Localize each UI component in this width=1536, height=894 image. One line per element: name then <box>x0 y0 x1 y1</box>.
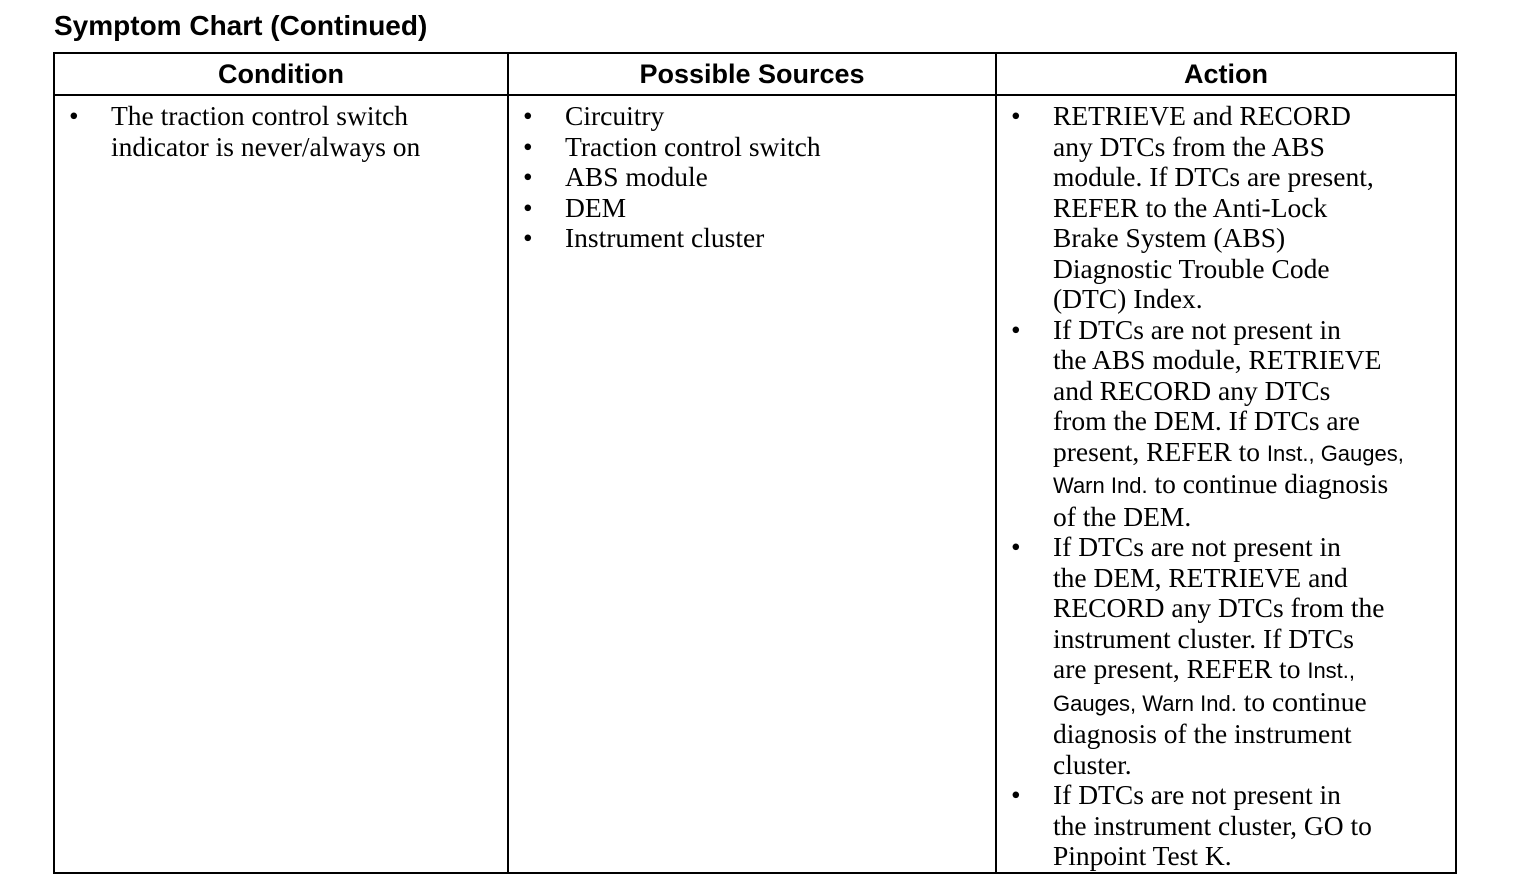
table-row <box>54 95 1456 873</box>
action-line: Brake System (ABS) <box>1053 222 1286 253</box>
list-item <box>997 780 1455 872</box>
list-item: • DEM <box>509 193 995 224</box>
action-line: the instrument cluster, GO to <box>1053 809 1372 841</box>
manual-reference: Gauges, Warn Ind. <box>1053 690 1237 716</box>
action-line: module. If DTCs are present, <box>1053 161 1374 192</box>
manual-reference: Inst., Gauges, <box>1266 440 1404 466</box>
action-line: to continue diagnosis <box>1147 468 1389 499</box>
header-condition: Condition <box>54 53 508 95</box>
action-line: cluster. <box>1053 748 1132 780</box>
action-cell <box>996 95 1456 873</box>
action-line: RECORD any DTCs from the <box>1053 592 1385 623</box>
action-line: are present, REFER to <box>1053 653 1308 684</box>
action-line: the ABS module, RETRIEVE <box>1053 344 1382 375</box>
action-line: any DTCs from the ABS <box>1053 130 1325 162</box>
action-line: instrument cluster. If DTCs <box>1053 622 1354 654</box>
list-item <box>997 101 1455 315</box>
list-item <box>55 101 507 162</box>
condition-list <box>55 101 507 162</box>
symptom-chart-table <box>53 52 1457 874</box>
page-title: Symptom Chart (Continued) <box>54 10 428 41</box>
manual-reference: Inst., <box>1307 658 1356 683</box>
action-line: to continue <box>1236 685 1367 717</box>
list-item <box>997 315 1455 533</box>
action-line: the DEM, RETRIEVE and <box>1053 561 1348 593</box>
action-line: from the DEM. If DTCs are <box>1053 405 1360 436</box>
condition-line: The traction control switch <box>111 100 409 131</box>
list-item: • Circuitry <box>509 101 995 132</box>
manual-reference: Warn Ind. <box>1053 473 1148 498</box>
action-line: RETRIEVE and RECORD <box>1053 100 1351 131</box>
header-action: Action <box>996 53 1456 95</box>
action-line: If DTCs are not present in <box>1053 313 1341 345</box>
action-line: Pinpoint Test K. <box>1053 840 1232 871</box>
condition-line: indicator is never/always on <box>111 130 421 162</box>
action-line: If DTCs are not present in <box>1053 779 1341 810</box>
action-line: and RECORD any DTCs <box>1053 374 1331 406</box>
action-line: REFER to the Anti-Lock <box>1053 191 1328 223</box>
list-item: • Traction control switch <box>509 132 995 163</box>
action-list <box>997 101 1455 872</box>
table-header-row <box>54 53 1456 95</box>
action-line: present, REFER to <box>1053 435 1267 467</box>
action-line: Diagnostic Trouble Code <box>1053 252 1330 284</box>
condition-cell <box>54 95 508 873</box>
action-line: (DTC) Index. <box>1053 283 1203 314</box>
list-item: • Instrument cluster <box>509 223 995 254</box>
action-line: If DTCs are not present in <box>1053 531 1341 562</box>
action-line: of the DEM. <box>1053 500 1192 532</box>
sources-cell <box>508 95 996 873</box>
header-possible-sources: Possible Sources <box>508 53 996 95</box>
sources-list <box>509 101 995 254</box>
list-item: • ABS module <box>509 162 995 193</box>
list-item <box>997 532 1455 780</box>
action-line: diagnosis of the instrument <box>1053 718 1352 749</box>
